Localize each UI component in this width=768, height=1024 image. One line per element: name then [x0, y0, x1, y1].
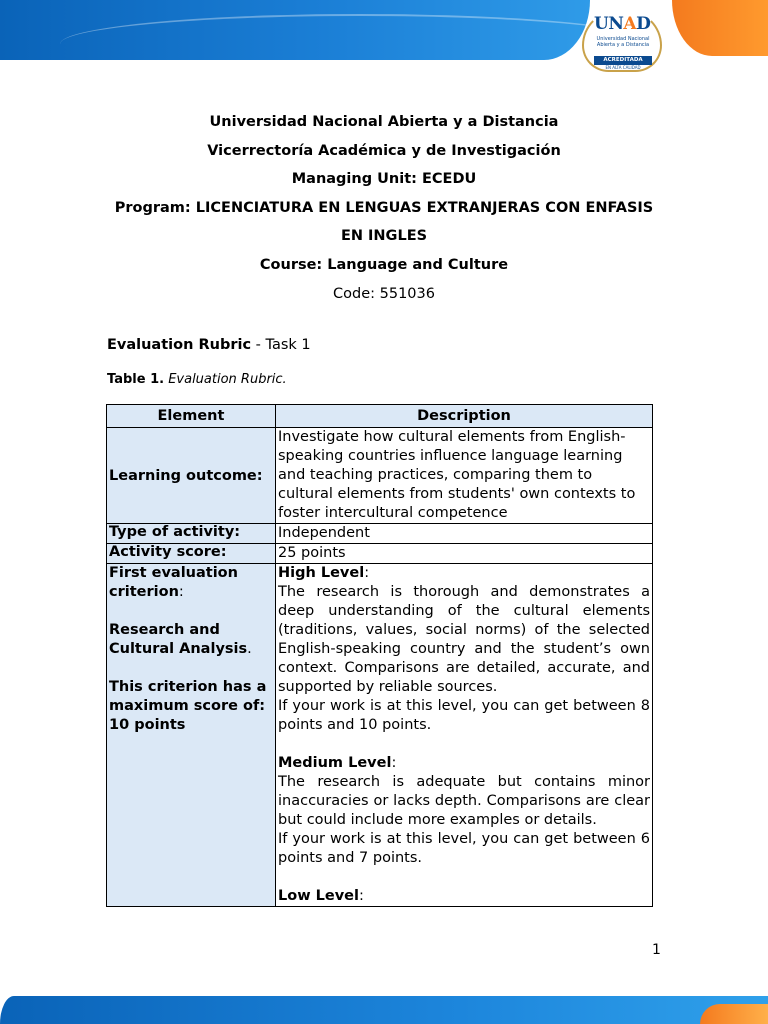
medium-level-points: If your work is at this level, you can get between 6 points and 7 points. [278, 831, 650, 866]
course-code: Code: 551036 [333, 285, 435, 302]
footer-orange-accent [700, 1004, 768, 1024]
medium-level-text: The research is adequate but contains minor inaccuracies or lacks depth. Comparisons are clear but could include more examples or details. [278, 774, 650, 828]
first-criterion-cell [107, 564, 276, 907]
managing-unit: Managing Unit: ECEDU [291, 171, 477, 188]
learning-outcome-label: Learning outcome: [107, 428, 276, 524]
first-criterion-max-score: This criterion has a maximum score of: 10 points [109, 679, 267, 733]
activity-score-value: 25 points [276, 544, 653, 564]
vicerrectoria-title: Vicerrectoría Académica y de Investigación [207, 142, 561, 159]
unad-logo [580, 8, 664, 72]
medium-level-title: Medium Level: [278, 755, 397, 771]
header-orange-accent [672, 0, 768, 56]
evaluation-rubric-table [106, 404, 653, 907]
header-element: Element [107, 405, 276, 428]
logo-subtitle: Universidad Nacional Abierta y a Distancia [596, 36, 650, 48]
program-line-1: Program: LICENCIATURA EN LENGUAS EXTRANJERAS CON ENFASIS [114, 199, 654, 216]
logo-accreditation-badge: ACREDITADA [594, 56, 652, 65]
table-row [107, 524, 653, 544]
table-row [107, 544, 653, 564]
footer-banner [0, 996, 768, 1024]
table-row [107, 428, 653, 524]
first-criterion-levels [276, 564, 653, 907]
table-caption: Table 1. Evaluation Rubric. [107, 372, 287, 387]
first-criterion-label: First evaluation criterion: [109, 565, 238, 600]
rubric-heading: Evaluation Rubric - Task 1 [107, 337, 311, 353]
university-title: Universidad Nacional Abierta y a Distancia [209, 114, 559, 130]
first-criterion-name: Research and Cultural Analysis. [109, 622, 252, 657]
high-level-points: If your work is at this level, you can get between 8 points and 10 points. [278, 698, 650, 733]
type-of-activity-value: Independent [276, 524, 653, 544]
high-level-text: The research is thorough and demonstrates a deep understanding of the cultural elements (traditions, values, social norms) of the selected English-speaking country and the student’s own context. Comparisons are detailed, accurate, and supported by reliable sources. [278, 584, 650, 695]
logo-accreditation-sub: EN ALTA CALIDAD [605, 65, 641, 70]
logo-word: UNAD [594, 14, 651, 34]
type-of-activity-label: Type of activity: [107, 524, 276, 544]
course-title: Course: Language and Culture [259, 256, 509, 273]
page-number: 1 [652, 942, 661, 958]
header-description: Description [276, 405, 653, 428]
table-row [107, 564, 653, 907]
header-banner [0, 0, 590, 60]
learning-outcome-text: Investigate how cultural elements from English-speaking countries influence language learning and teaching practices, comparing them to cultural elements from students' own contexts to foster intercultural competence [276, 428, 653, 524]
table-header-row [107, 405, 653, 428]
header-banner-shine [60, 14, 590, 60]
document-title-block [0, 108, 768, 308]
program-line-2: EN INGLES [340, 228, 428, 245]
low-level-title: Low Level: [278, 888, 364, 904]
activity-score-label: Activity score: [107, 544, 276, 564]
high-level-title: High Level: [278, 565, 370, 581]
